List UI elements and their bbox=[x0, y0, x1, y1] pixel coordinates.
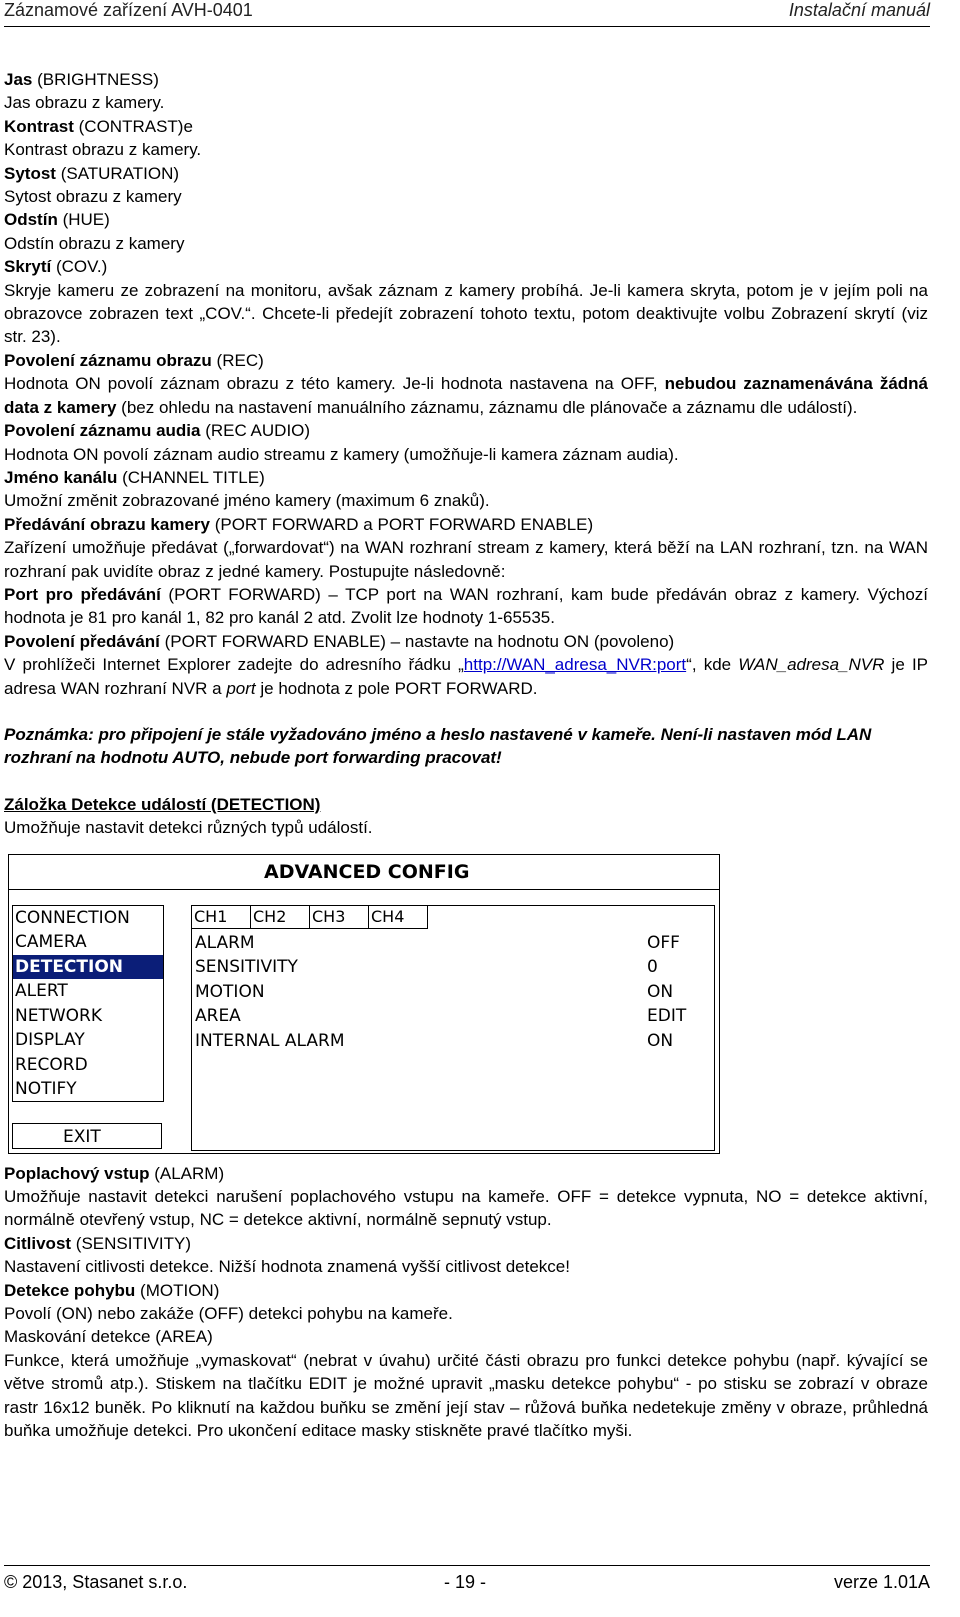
desc-internet-explorer: V prohlížeči Internet Explorer zadejte do adresního řádku „http://WAN_adresa_NVR:port“, kde WAN_adresa_NVR je IP adresa WAN rozhraní NVR a port je hodnota z pole PORT FORWARD. bbox=[4, 655, 929, 698]
term-port-forward: Předávání obrazu kamery (PORT FORWARD a PORT FORWARD ENABLE) bbox=[4, 514, 594, 534]
setting-row-motion[interactable]: MOTION ON bbox=[195, 980, 714, 1005]
footer-copyright: © 2013, Stasanet s.r.o. bbox=[4, 1572, 188, 1592]
tab-ch4[interactable]: CH4 bbox=[369, 906, 428, 929]
term-rec: Povolení záznamu obrazu (REC) bbox=[4, 350, 264, 370]
desc-rec: Hodnota ON povolí záznam obrazu z této kamery. Je-li hodnota nastavena na OFF, nebudou zaznamenávána žádná data z kamery (bez ohledu na nastavení manuálního záznamu, záznamu dle plánovače a záznamu dle událostí). bbox=[4, 374, 928, 417]
term-odstin: Odstín (HUE) bbox=[4, 210, 110, 230]
desc-alarm: Umožňuje nastavit detekci narušení poplachového vstupu na kameře. OFF = detekce vypnuta, NO = detekce aktivní, normálně otevřený vstup, NC = detekce aktivní, normálně sepnutý vstup. bbox=[4, 1187, 928, 1230]
desc-kontrast: Kontrast obrazu z kamery. bbox=[4, 140, 202, 160]
detection-heading: Záložka Detekce událostí (DETECTION) bbox=[4, 794, 321, 814]
desc-area: Funkce, která umožňuje „vymaskovat“ (nebrat v úvahu) určité části obrazu pro funkci detekce pohybu (např. kývající se větve stromů atp.). Stiskem na tlačítku EDIT je možné upravit „masku detekce pohybu“ - po stisku se zobrazí v obraze rastr 16x12 buněk. Po kliknutí na každou buňku se změní její stav – růžová buňka nedetekuje změny v obraze, průhledná buňka umožňuje detekci. Pro ukončení editace masky stiskněte pravé tlačítko myši. bbox=[4, 1350, 928, 1441]
channel-tabs bbox=[192, 906, 428, 929]
menu-item-alert[interactable]: ALERT bbox=[15, 981, 68, 1002]
page-footer bbox=[4, 1565, 930, 1596]
setting-value: ON bbox=[647, 1030, 674, 1051]
document-body bbox=[4, 68, 928, 1442]
page-number: - 19 - bbox=[444, 1572, 487, 1592]
setting-row-internal-alarm[interactable]: INTERNAL ALARM ON bbox=[195, 1029, 714, 1054]
header-title: Záznamové zařízení AVH-0401 bbox=[4, 0, 253, 20]
detection-intro: Umožňuje nastavit detekci různých typů událostí. bbox=[4, 818, 373, 838]
desc-skryti: Skryje kameru ze zobrazení na monitoru, avšak záznam z kamery probíhá. Je-li kamera skryta, potom je v jejím poli na obrazovce zobrazen text „COV.“. Chcete-li předejít zobrazení tohoto textu, potom deaktivujte volbu Zobrazení skrytí (viz str. 23). bbox=[4, 280, 928, 347]
config-menu bbox=[12, 905, 164, 1102]
menu-item-connection[interactable]: CONNECTION bbox=[15, 907, 130, 928]
screen-title: ADVANCED CONFIG bbox=[9, 855, 719, 890]
desc-channel-title: Umožní změnit zobrazované jméno kamery (maximum 6 znaků). bbox=[4, 491, 490, 511]
header-subtitle: Instalační manuál bbox=[788, 0, 930, 20]
desc-odstin: Odstín obrazu z kamery bbox=[4, 233, 185, 253]
setting-row-alarm[interactable]: ALARM OFF bbox=[195, 931, 714, 956]
desc-jas: Jas obrazu z kamery. bbox=[4, 93, 165, 113]
advanced-config-screenshot bbox=[8, 854, 720, 1154]
term-alarm: Poplachový vstup (ALARM) bbox=[4, 1163, 225, 1183]
desc-port-enable: Povolení předávání (PORT FORWARD ENABLE) – nastavte na hodnotu ON (povoleno) bbox=[4, 631, 675, 651]
term-area: Maskování detekce (AREA) bbox=[4, 1327, 213, 1347]
tab-ch2[interactable]: CH2 bbox=[251, 906, 310, 929]
desc-motion: Povolí (ON) nebo zakáže (OFF) detekci pohybu na kameře. bbox=[4, 1304, 453, 1324]
term-sytost: Sytost (SATURATION) bbox=[4, 163, 180, 183]
page-header bbox=[4, 0, 930, 27]
menu-item-record[interactable]: RECORD bbox=[15, 1054, 88, 1075]
term-jas: Jas (BRIGHTNESS) bbox=[4, 70, 159, 89]
desc-rec-audio: Hodnota ON povolí záznam audio streamu z kamery (umožňuje-li kamera záznam audia). bbox=[4, 444, 679, 464]
wan-address-link[interactable]: http://WAN_adresa_NVR:port bbox=[463, 655, 687, 675]
term-channel-title: Jméno kanálu (CHANNEL TITLE) bbox=[4, 467, 265, 487]
menu-item-notify[interactable]: NOTIFY bbox=[15, 1079, 77, 1100]
menu-item-network[interactable]: NETWORK bbox=[15, 1005, 102, 1026]
term-rec-audio: Povolení záznamu audia (REC AUDIO) bbox=[4, 421, 311, 441]
term-skryti: Skrytí (COV.) bbox=[4, 257, 108, 277]
setting-value: 0 bbox=[647, 957, 658, 978]
menu-item-detection[interactable]: DETECTION bbox=[13, 955, 163, 980]
tab-ch1[interactable]: CH1 bbox=[192, 906, 251, 929]
term-motion: Detekce pohybu (MOTION) bbox=[4, 1280, 220, 1300]
menu-item-camera[interactable]: CAMERA bbox=[15, 932, 87, 953]
settings-rows bbox=[195, 931, 714, 1054]
menu-item-display[interactable]: DISPLAY bbox=[15, 1030, 85, 1051]
setting-value: ON bbox=[647, 981, 674, 1002]
term-sensitivity: Citlivost (SENSITIVITY) bbox=[4, 1233, 192, 1253]
term-kontrast: Kontrast (CONTRAST)e bbox=[4, 116, 193, 136]
footer-version: verze 1.01A bbox=[833, 1572, 930, 1592]
desc-sytost: Sytost obrazu z kamery bbox=[4, 187, 182, 207]
desc-port: Port pro předávání (PORT FORWARD) – TCP port na WAN rozhraní, kam bude předáván obraz z kamery. Výchozí hodnota je 81 pro kanál 1, 82 pro kanál 2 atd. Zvolit lze hodnoty 1-65535. bbox=[4, 584, 929, 628]
desc-port-forward: Zařízení umožňuje předávat („forwardovat“) na WAN rozhraní stream z kamery, která běží na LAN rozhraní, tzn. na WAN rozhraní pak uvidíte obraz z jedné kamery. Postupujte následovně: bbox=[4, 538, 928, 581]
setting-value: OFF bbox=[647, 932, 680, 953]
setting-value: EDIT bbox=[647, 1006, 687, 1027]
desc-sensitivity: Nastavení citlivosti detekce. Nižší hodnota znamená vyšší citlivost detekce! bbox=[4, 1257, 570, 1277]
exit-button[interactable]: EXIT bbox=[12, 1123, 162, 1149]
tab-ch3[interactable]: CH3 bbox=[310, 906, 369, 929]
setting-row-sensitivity[interactable]: SENSITIVITY 0 bbox=[195, 955, 714, 980]
setting-row-area[interactable]: AREA EDIT bbox=[195, 1004, 714, 1029]
note: Poznámka: pro připojení je stále vyžadováno jméno a heslo nastavené v kameře. Není-li nastaven mód LAN rozhraní na hodnotu AUTO, nebude port forwarding pracovat! bbox=[4, 724, 872, 768]
detection-panel bbox=[191, 905, 715, 1151]
